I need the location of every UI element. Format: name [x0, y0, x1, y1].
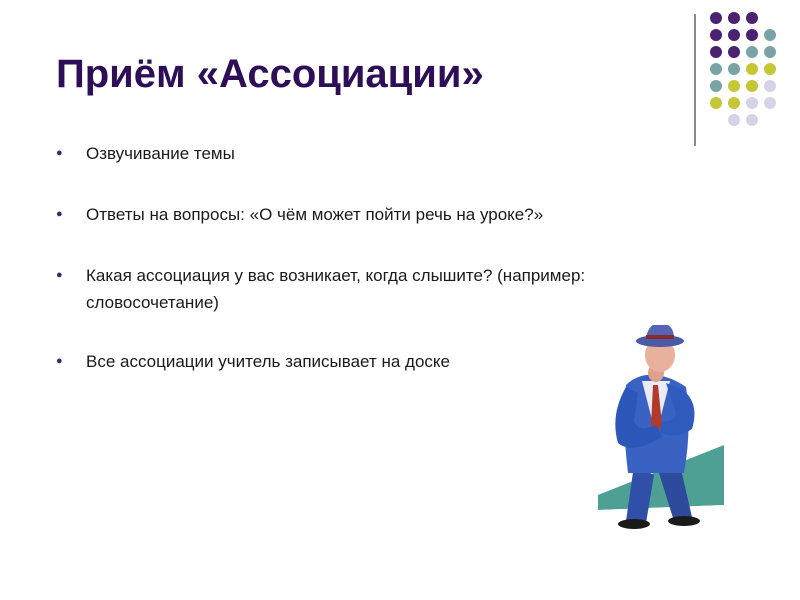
slide-title: Приём «Ассоциации» — [56, 52, 484, 96]
bullet-text: Ответы на вопросы: «О чём может пойти речь на уроке?» — [86, 205, 544, 224]
decor-dot — [728, 80, 740, 92]
bullet-text: Какая ассоциация у вас возникает, когда слышите? (например: словосочетание) — [86, 266, 586, 312]
decor-vertical-line — [694, 14, 696, 146]
decor-dot — [710, 12, 722, 24]
decor-dot — [728, 46, 740, 58]
bullet-item — [56, 262, 696, 316]
decor-dot — [746, 12, 758, 24]
decor-dot — [728, 29, 740, 41]
bullet-marker-icon: ● — [56, 208, 63, 220]
decor-dot — [746, 114, 758, 126]
decor-dot — [710, 97, 722, 109]
bullet-text: Озвучивание темы — [86, 144, 235, 163]
decor-dot — [710, 63, 722, 75]
decor-dot — [746, 97, 758, 109]
bullet-marker-icon: ● — [56, 147, 63, 159]
decor-dot — [710, 80, 722, 92]
decor-dot — [746, 80, 758, 92]
decor-dot — [728, 63, 740, 75]
bullet-marker-icon: ● — [56, 269, 63, 281]
thinking-man-icon — [596, 325, 726, 530]
decor-dot — [764, 63, 776, 75]
decor-dot — [764, 80, 776, 92]
decor-dot — [746, 46, 758, 58]
bullet-item — [56, 140, 696, 167]
decor-dot — [764, 29, 776, 41]
decor-dot — [710, 46, 722, 58]
dot-grid-icon — [700, 6, 790, 136]
decor-dot — [728, 97, 740, 109]
decor-dot — [728, 12, 740, 24]
bullet-item — [56, 201, 696, 228]
decor-dot — [710, 29, 722, 41]
decor-dot — [728, 114, 740, 126]
decor-dot — [764, 46, 776, 58]
bullet-text: Все ассоциации учитель записывает на доске — [86, 352, 450, 371]
decor-dot — [746, 63, 758, 75]
bullet-marker-icon: ● — [56, 355, 63, 367]
decor-dot — [746, 29, 758, 41]
decor-dot — [764, 97, 776, 109]
